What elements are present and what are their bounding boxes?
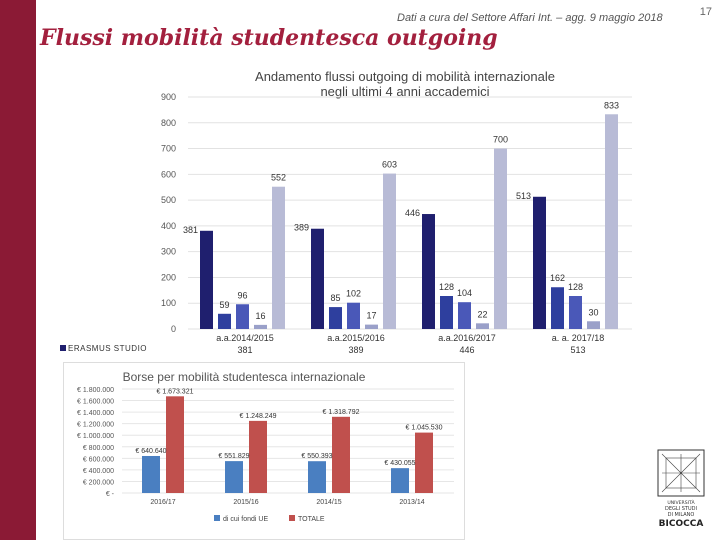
chart1-data-label: 30	[588, 307, 599, 318]
chart2-data-label: € 550.393	[301, 453, 333, 461]
chart1-data-label: 17	[366, 310, 377, 321]
chart2-ytick-label: € 1.600.000	[77, 398, 114, 406]
chart2-title: Borse per mobilità studentesca internazionale	[122, 370, 366, 384]
logo-text-di-milano: DI MILANO	[667, 512, 695, 518]
chart1-bar	[569, 296, 582, 329]
chart1-bar	[476, 323, 489, 329]
chart1-bar	[200, 231, 213, 329]
chart1-data-label: 96	[237, 290, 248, 301]
chart1-ytick-label: 700	[160, 143, 176, 154]
chart1-data-label: 389	[293, 222, 309, 233]
chart2-ytick-label: € 1.000.000	[77, 433, 114, 441]
chart1-category-total: 446	[459, 345, 475, 355]
scholarships-chart-panel	[63, 362, 465, 540]
chart2-data-label: € 1.673.321	[156, 388, 194, 396]
chart1-data-label: 85	[330, 293, 341, 304]
chart1-ytick-label: 400	[160, 220, 176, 231]
chart1-data-label: 59	[219, 299, 230, 310]
chart1-data-label: 22	[477, 309, 488, 320]
chart2-data-label: € 640.640	[135, 447, 167, 455]
chart1-bar	[218, 314, 231, 329]
chart2-ytick-label: € 200.000	[82, 479, 114, 487]
chart1-data-label: 446	[404, 208, 420, 219]
chart1-bar	[551, 287, 564, 329]
chart1-bar	[605, 114, 618, 329]
chart1-bar	[440, 296, 453, 329]
chart2-bar	[249, 421, 267, 493]
chart2-category-label: 2014/15	[316, 499, 342, 506]
chart1-ytick-label: 800	[160, 117, 176, 128]
chart2-bar	[142, 456, 160, 493]
chart1-bar	[272, 187, 285, 329]
chart1-data-label: 381	[182, 224, 198, 235]
chart1-category-total: 389	[348, 345, 364, 355]
chart2-bar	[332, 417, 350, 493]
chart2-bar	[415, 433, 433, 493]
chart2-data-label: € 551.829	[218, 453, 250, 461]
chart2-data-label: € 1.045.530	[405, 424, 443, 432]
chart2-data-label: € 430.055	[384, 460, 416, 468]
outgoing-flows-chart	[68, 65, 640, 355]
chart1-title-line2: negli ultimi 4 anni accademici	[320, 84, 490, 99]
chart2-legend-label: di cui fondi UE	[223, 516, 269, 523]
chart1-ytick-label: 100	[160, 298, 176, 309]
chart2-legend-swatch	[214, 515, 220, 521]
chart1-category-label: a. a. 2017/18	[551, 333, 605, 343]
chart1-bar	[383, 174, 396, 329]
scholarships-chart	[64, 363, 464, 539]
chart1-bar	[458, 302, 471, 329]
chart1-data-label: 162	[549, 273, 566, 284]
chart1-data-label: 102	[345, 288, 362, 299]
chart1-data-label: 513	[515, 190, 531, 201]
chart1-data-label: 16	[255, 310, 266, 321]
chart1-data-label: 104	[456, 288, 473, 299]
sidebar-stripe	[0, 0, 36, 540]
chart2-legend-label: TOTALE	[298, 516, 325, 523]
chart2-data-label: € 1.248.249	[239, 412, 277, 420]
chart2-bar	[166, 396, 184, 493]
chart1-bar	[236, 304, 249, 329]
chart1-category-label: a.a.2016/2017	[438, 333, 496, 343]
chart1-bar	[422, 214, 435, 329]
chart1-bar	[329, 307, 342, 329]
chart1-bar	[347, 303, 360, 329]
chart1-data-label: 833	[603, 100, 620, 111]
logo-text-degli-studi: DEGLI STUDI	[665, 506, 697, 512]
logo-text-bicocca: BICOCCA	[658, 519, 704, 529]
chart1-title-line1: Andamento flussi outgoing di mobilità internazionale	[255, 69, 555, 84]
chart1-data-label: 128	[567, 282, 584, 293]
chart2-category-label: 2013/14	[399, 499, 425, 506]
chart1-ytick-label: 300	[160, 246, 176, 257]
chart1-bar	[254, 325, 267, 329]
page-number: 17	[699, 6, 712, 18]
university-logo	[652, 450, 710, 528]
chart1-data-label: 552	[270, 172, 287, 183]
chart1-bar	[365, 325, 378, 329]
chart1-category-total: 381	[237, 345, 253, 355]
chart1-bar	[587, 321, 600, 329]
chart2-ytick-label: € 1.200.000	[77, 421, 114, 429]
logo-text-university: UNIVERSITÀ	[667, 501, 695, 506]
chart1-data-label: 603	[381, 159, 398, 170]
chart1-ytick-label: 500	[160, 195, 176, 206]
chart2-bar	[308, 461, 326, 493]
chart2-data-label: € 1.318.792	[322, 408, 360, 416]
chart1-bar	[494, 149, 507, 329]
chart1-category-label: a.a.2015/2016	[327, 333, 385, 343]
chart1-bar	[533, 197, 546, 329]
chart2-ytick-label: € 800.000	[82, 444, 114, 452]
chart1-ytick-label: 200	[160, 272, 176, 283]
chart2-legend-swatch	[289, 515, 295, 521]
data-credit: Dati a cura del Settore Affari Int. – agg. 9 maggio 2018	[397, 12, 663, 24]
page-title: Flussi mobilità studentesca outgoing	[40, 25, 498, 51]
chart1-ytick-label: 0	[170, 324, 176, 334]
chart2-category-label: 2016/17	[150, 499, 176, 506]
chart1-category-total: 513	[570, 345, 586, 355]
chart2-category-label: 2015/16	[233, 499, 259, 506]
chart1-legend-swatch	[60, 345, 66, 351]
chart1-category-label: a.a.2014/2015	[216, 333, 274, 343]
chart1-ytick-label: 600	[160, 169, 176, 180]
chart1-ytick-label: 900	[160, 92, 176, 102]
chart1-legend-label: ERASMUS STUDIO	[68, 344, 148, 353]
chart2-bar	[391, 468, 409, 493]
chart1-bar	[311, 229, 324, 329]
chart2-ytick-label: € 1.800.000	[77, 387, 114, 394]
chart2-bar	[225, 461, 243, 493]
chart2-ytick-label: € 1.400.000	[77, 410, 114, 418]
chart2-ytick-label: € -	[105, 491, 114, 498]
chart2-ytick-label: € 600.000	[82, 456, 114, 464]
chart2-ytick-label: € 400.000	[82, 467, 114, 475]
chart1-data-label: 700	[492, 134, 509, 145]
chart1-data-label: 128	[438, 282, 455, 293]
